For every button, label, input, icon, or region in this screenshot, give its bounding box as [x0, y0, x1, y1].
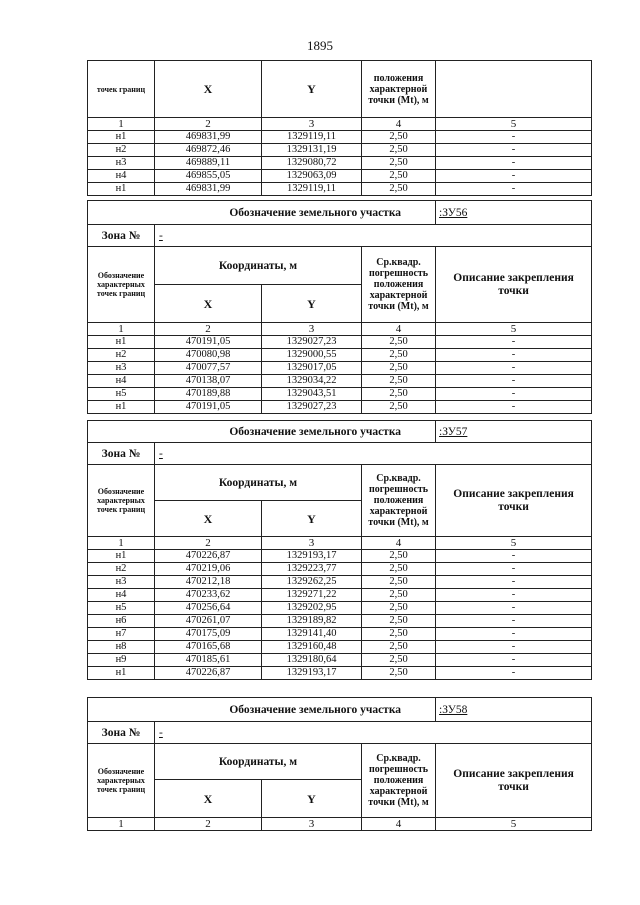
x-coordinate: 469855,05	[155, 170, 262, 183]
col-number: 5	[436, 818, 592, 831]
y-header: Y	[262, 61, 362, 118]
point-id: н7	[88, 628, 155, 641]
accuracy-value: 2,50	[362, 131, 436, 144]
plot-section-zu58	[87, 697, 592, 831]
accuracy-value: 2,50	[362, 602, 436, 615]
y-header: Y	[262, 780, 362, 818]
plot-code: :ЗУ57	[436, 421, 592, 443]
col-number: 5	[436, 537, 592, 550]
plot-code: :ЗУ58	[436, 698, 592, 722]
coordinate-row	[88, 131, 592, 144]
coordinate-row	[88, 615, 592, 628]
fixing-description: -	[436, 401, 592, 414]
coordinate-row	[88, 375, 592, 388]
zone-label: Зона №	[88, 443, 155, 465]
fixing-description: -	[436, 641, 592, 654]
fixing-description: -	[436, 362, 592, 375]
coordinate-row	[88, 550, 592, 563]
fixing-description: -	[436, 183, 592, 196]
coordinate-row	[88, 170, 592, 183]
points-header: Обозначение характерных точек границ	[88, 744, 155, 818]
fixing-description: -	[436, 654, 592, 667]
coordinates-table-continued	[87, 60, 592, 196]
x-coordinate: 470138,07	[155, 375, 262, 388]
description-header: Описание закрепления точки	[436, 744, 592, 818]
x-coordinate: 470256,64	[155, 602, 262, 615]
col-number: 2	[155, 323, 262, 336]
coordinate-row	[88, 362, 592, 375]
y-header: Y	[262, 285, 362, 323]
point-id: н2	[88, 144, 155, 157]
plot-designation-label: Обозначение земельного участка	[88, 421, 436, 443]
zone-value: -	[155, 722, 592, 744]
accuracy-value: 2,50	[362, 362, 436, 375]
accuracy-value: 2,50	[362, 401, 436, 414]
x-coordinate: 469831,99	[155, 131, 262, 144]
x-header: X	[155, 501, 262, 537]
fixing-description: -	[436, 157, 592, 170]
x-coordinate: 469831,99	[155, 183, 262, 196]
point-id: н2	[88, 563, 155, 576]
point-id: н9	[88, 654, 155, 667]
point-id: н1	[88, 183, 155, 196]
fixing-description: -	[436, 589, 592, 602]
point-id: н1	[88, 336, 155, 349]
x-coordinate: 470080,98	[155, 349, 262, 362]
fixing-description: -	[436, 563, 592, 576]
coordinate-row	[88, 336, 592, 349]
y-coordinate: 1329000,55	[262, 349, 362, 362]
y-coordinate: 1329017,05	[262, 362, 362, 375]
y-coordinate: 1329141,40	[262, 628, 362, 641]
coordinate-row	[88, 589, 592, 602]
col-number: 4	[362, 323, 436, 336]
accuracy-value: 2,50	[362, 183, 436, 196]
point-id: н5	[88, 388, 155, 401]
point-id: н1	[88, 550, 155, 563]
point-id: н3	[88, 362, 155, 375]
coordinates-header: Координаты, м	[155, 744, 362, 780]
zone-value: -	[155, 443, 592, 465]
fixing-description: -	[436, 375, 592, 388]
accuracy-value: 2,50	[362, 589, 436, 602]
fixing-description: -	[436, 550, 592, 563]
accuracy-value: 2,50	[362, 157, 436, 170]
coordinate-row	[88, 563, 592, 576]
col-number: 4	[362, 818, 436, 831]
plot-designation-label: Обозначение земельного участка	[88, 698, 436, 722]
accuracy-value: 2,50	[362, 615, 436, 628]
coordinates-header: Координаты, м	[155, 247, 362, 285]
point-id: н5	[88, 602, 155, 615]
fixing-description: -	[436, 388, 592, 401]
coordinate-row	[88, 388, 592, 401]
x-header: X	[155, 780, 262, 818]
point-id: н1	[88, 401, 155, 414]
y-coordinate: 1329119,11	[262, 183, 362, 196]
fixing-description: -	[436, 170, 592, 183]
col-number: 2	[155, 818, 262, 831]
x-coordinate: 470189,88	[155, 388, 262, 401]
accuracy-value: 2,50	[362, 170, 436, 183]
points-header: Обозначение характерных точек границ	[88, 247, 155, 323]
y-header: Y	[262, 501, 362, 537]
y-coordinate: 1329119,11	[262, 131, 362, 144]
accuracy-value: 2,50	[362, 654, 436, 667]
point-id: н4	[88, 589, 155, 602]
y-coordinate: 1329080,72	[262, 157, 362, 170]
y-coordinate: 1329063,09	[262, 170, 362, 183]
points-header: Обозначение характерных точек границ	[88, 465, 155, 537]
y-coordinate: 1329034,22	[262, 375, 362, 388]
fixing-description: -	[436, 131, 592, 144]
x-coordinate: 470191,05	[155, 336, 262, 349]
col-number: 1	[88, 537, 155, 550]
coordinate-row	[88, 401, 592, 414]
coordinate-row	[88, 157, 592, 170]
accuracy-value: 2,50	[362, 667, 436, 680]
y-coordinate: 1329160,48	[262, 641, 362, 654]
fixing-description: -	[436, 615, 592, 628]
zone-value: -	[155, 225, 592, 247]
description-header: Описание закрепления точки	[436, 465, 592, 537]
point-id: н2	[88, 349, 155, 362]
page-number: 1895	[307, 38, 333, 53]
accuracy-value: 2,50	[362, 349, 436, 362]
description-header-empty	[436, 61, 592, 118]
accuracy-value: 2,50	[362, 336, 436, 349]
y-coordinate: 1329223,77	[262, 563, 362, 576]
col-number: 1	[88, 323, 155, 336]
points-header-partial: точек границ	[88, 61, 155, 118]
coordinate-row	[88, 576, 592, 589]
fixing-description: -	[436, 576, 592, 589]
y-coordinate: 1329193,17	[262, 667, 362, 680]
x-coordinate: 470077,57	[155, 362, 262, 375]
accuracy-header: Ср.квадр. погрешность положения характерной точки (Mt), м	[362, 744, 436, 818]
col-number: 3	[262, 537, 362, 550]
point-id: н4	[88, 170, 155, 183]
y-coordinate: 1329262,25	[262, 576, 362, 589]
x-coordinate: 470165,68	[155, 641, 262, 654]
plot-section-zu57	[87, 420, 592, 680]
y-coordinate: 1329202,95	[262, 602, 362, 615]
zone-label: Зона №	[88, 722, 155, 744]
point-id: н8	[88, 641, 155, 654]
coordinate-row	[88, 602, 592, 615]
coordinate-row	[88, 144, 592, 157]
point-id: н6	[88, 615, 155, 628]
x-coordinate: 470226,87	[155, 667, 262, 680]
col-number: 3	[262, 323, 362, 336]
col-number: 4	[362, 118, 436, 131]
accuracy-value: 2,50	[362, 388, 436, 401]
point-id: н3	[88, 157, 155, 170]
plot-designation-label: Обозначение земельного участка	[88, 201, 436, 225]
point-id: н3	[88, 576, 155, 589]
accuracy-value: 2,50	[362, 563, 436, 576]
x-coordinate: 470212,18	[155, 576, 262, 589]
y-coordinate: 1329027,23	[262, 401, 362, 414]
x-coordinate: 470261,07	[155, 615, 262, 628]
y-coordinate: 1329131,19	[262, 144, 362, 157]
y-coordinate: 1329027,23	[262, 336, 362, 349]
fixing-description: -	[436, 144, 592, 157]
x-header: X	[155, 61, 262, 118]
fixing-description: -	[436, 349, 592, 362]
description-header: Описание закрепления точки	[436, 247, 592, 323]
plot-code: :ЗУ56	[436, 201, 592, 225]
accuracy-header: Ср.квадр. погрешность положения характерной точки (Mt), м	[362, 247, 436, 323]
accuracy-header-partial: положения характерной точки (Mt), м	[362, 61, 436, 118]
accuracy-value: 2,50	[362, 375, 436, 388]
y-coordinate: 1329043,51	[262, 388, 362, 401]
fixing-description: -	[436, 628, 592, 641]
accuracy-value: 2,50	[362, 641, 436, 654]
coordinate-row	[88, 667, 592, 680]
x-coordinate: 470226,87	[155, 550, 262, 563]
coordinates-header: Координаты, м	[155, 465, 362, 501]
accuracy-value: 2,50	[362, 628, 436, 641]
coordinate-row	[88, 349, 592, 362]
col-number: 2	[155, 118, 262, 131]
plot-section-zu56	[87, 200, 592, 414]
point-id: н1	[88, 131, 155, 144]
point-id: н4	[88, 375, 155, 388]
col-number: 1	[88, 118, 155, 131]
coordinate-row	[88, 654, 592, 667]
col-number: 1	[88, 818, 155, 831]
coordinate-row	[88, 641, 592, 654]
x-coordinate: 469872,46	[155, 144, 262, 157]
accuracy-value: 2,50	[362, 144, 436, 157]
col-number: 3	[262, 818, 362, 831]
x-coordinate: 470185,61	[155, 654, 262, 667]
col-number: 5	[436, 118, 592, 131]
x-coordinate: 470233,62	[155, 589, 262, 602]
coordinate-row	[88, 628, 592, 641]
col-number: 5	[436, 323, 592, 336]
x-coordinate: 470175,09	[155, 628, 262, 641]
y-coordinate: 1329271,22	[262, 589, 362, 602]
zone-label: Зона №	[88, 225, 155, 247]
col-number: 4	[362, 537, 436, 550]
x-header: X	[155, 285, 262, 323]
fixing-description: -	[436, 336, 592, 349]
y-coordinate: 1329180,64	[262, 654, 362, 667]
point-id: н1	[88, 667, 155, 680]
accuracy-value: 2,50	[362, 550, 436, 563]
col-number: 2	[155, 537, 262, 550]
x-coordinate: 469889,11	[155, 157, 262, 170]
accuracy-header: Ср.квадр. погрешность положения характерной точки (Mt), м	[362, 465, 436, 537]
x-coordinate: 470219,06	[155, 563, 262, 576]
y-coordinate: 1329193,17	[262, 550, 362, 563]
x-coordinate: 470191,05	[155, 401, 262, 414]
fixing-description: -	[436, 667, 592, 680]
col-number: 3	[262, 118, 362, 131]
coordinate-row	[88, 183, 592, 196]
accuracy-value: 2,50	[362, 576, 436, 589]
fixing-description: -	[436, 602, 592, 615]
y-coordinate: 1329189,82	[262, 615, 362, 628]
